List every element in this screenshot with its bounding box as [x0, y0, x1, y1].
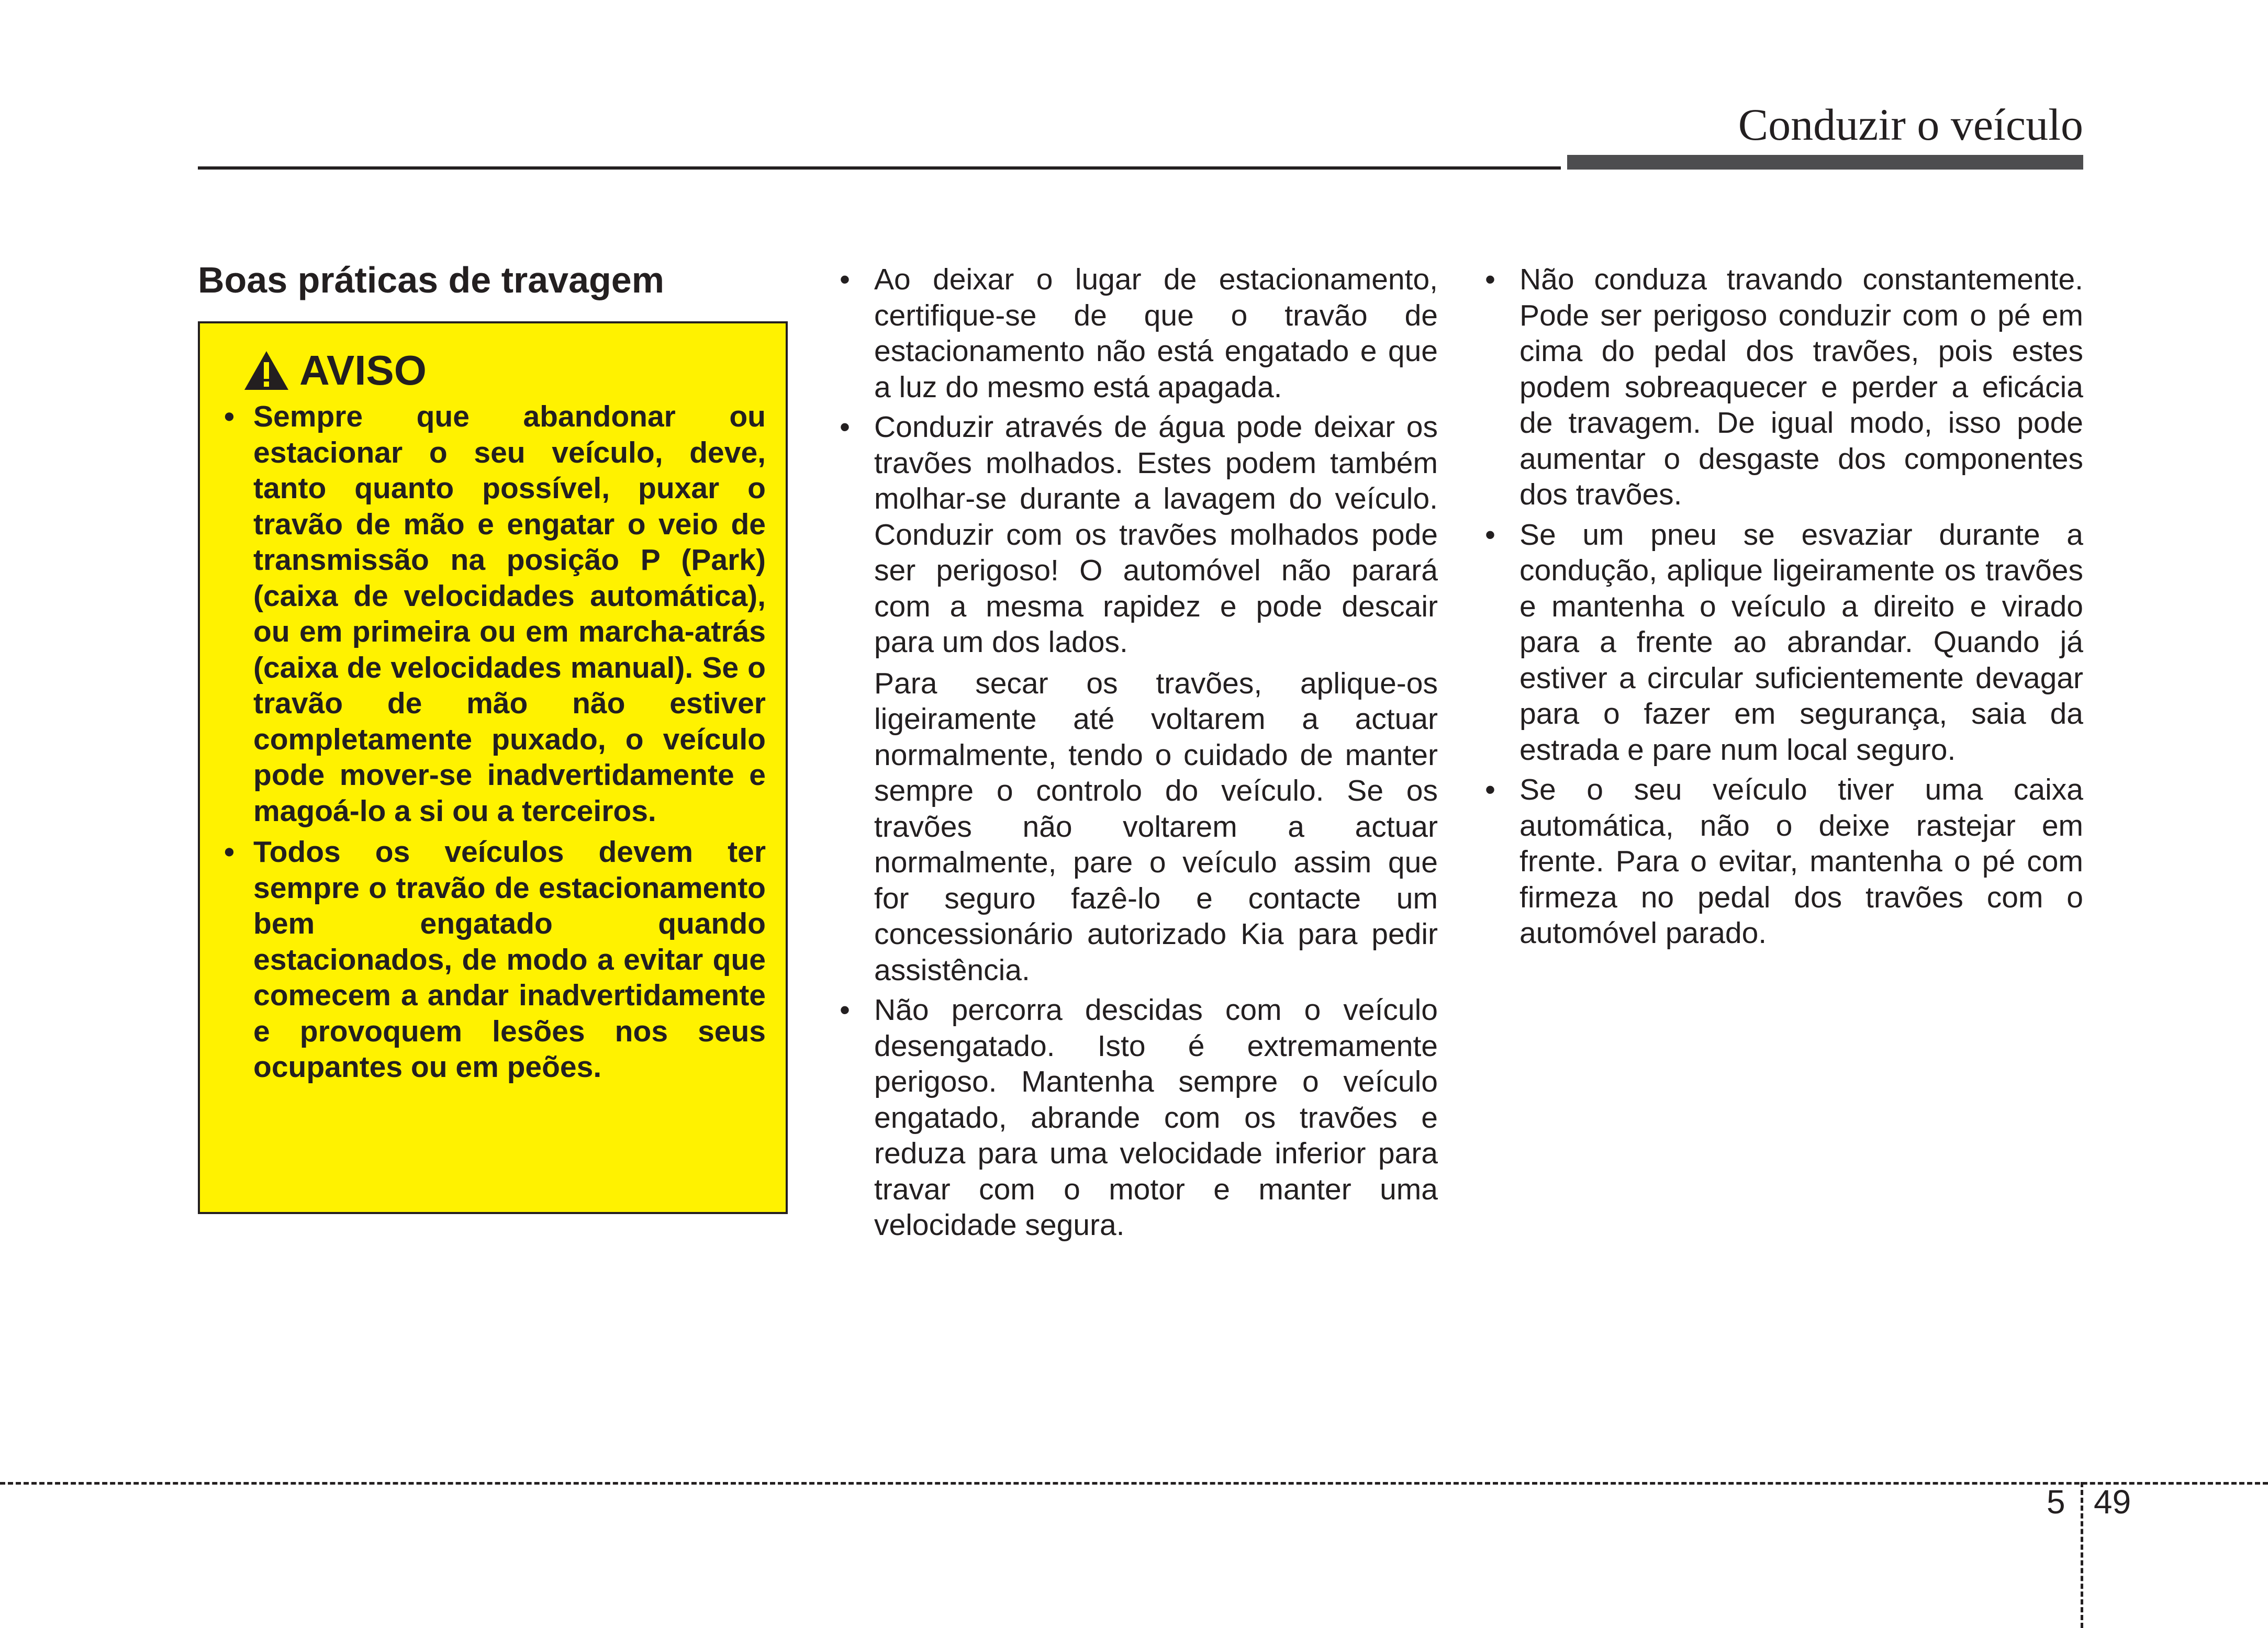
list-item-text: Se um pneu se esvaziar durante a condução, aplique ligeiramente os travões e mantenha o veículo a direito e virado para a frente ao abrandar. Quando já estiver a circular suficientemente devagar para o fazer em segurança, saia da estrada e pare num local seguro. [1520, 518, 2083, 767]
chapter-number: 5 [2047, 1483, 2065, 1521]
page-number: 49 [2094, 1483, 2131, 1521]
warning-item [221, 834, 766, 1085]
warning-title: AVISO [299, 347, 427, 394]
list-item [837, 409, 1438, 660]
bullet: • [840, 993, 850, 1027]
footer-dashed-divider [2081, 1482, 2083, 1628]
bullet: • [224, 400, 234, 433]
warning-item-text: Todos os veículos devem ter sempre o travão de estacionamento bem engatado quando estacionados, de modo a evitar que comecem a andar inadvertidamente e provoquem lesões nos seus ocupantes ou em peões. [253, 835, 766, 1084]
right-list [1483, 262, 2083, 951]
bullet: • [1485, 518, 1495, 552]
middle-list-continued [837, 992, 1438, 1243]
list-item-text: Não percorra descidas com o veículo desengatado. Isto é extremamente perigoso. Mantenha sempre o veículo engatado, abrande com os travões e reduza para uma velocidade inferior para travar com o motor e manter uma velocidade segura. [874, 993, 1438, 1242]
list-item [837, 992, 1438, 1243]
right-column [1483, 262, 2083, 956]
warning-title-row [243, 344, 766, 397]
bullet: • [224, 835, 234, 869]
list-item-text: Ao deixar o lugar de estacionamento, certifique-se de que o travão de estacionamento não está engatado e que a luz do mesmo está apagada. [874, 263, 1438, 404]
list-item [1483, 772, 2083, 951]
warning-item [221, 399, 766, 829]
middle-list [837, 262, 1438, 660]
list-item-text: Não conduza travando constantemente. Pode ser perigoso conduzir com o pé em cima do pedal dos travões, pois estes podem sobreaquecer e perder a eficácia de travagem. De igual modo, isso pode aumentar o desgaste dos componentes dos travões. [1520, 263, 2083, 511]
section-heading: Boas práticas de travagem [198, 260, 664, 300]
header-rule [198, 166, 1561, 170]
warning-triangle-icon [243, 350, 290, 391]
bullet: • [1485, 263, 1495, 296]
page-header-title: Conduzir o veículo [1738, 99, 2083, 150]
list-item [1483, 517, 2083, 768]
bullet: • [1485, 773, 1495, 806]
warning-box [198, 321, 788, 1214]
warning-list [221, 399, 766, 1085]
list-item-text: Conduzir através de água pode deixar os travões molhados. Estes podem também molhar-se durante a lavagem do veículo. Conduzir com os travões molhados pode ser perigoso! O automóvel não parará com a mesma rapidez e pode descair para um dos lados. [874, 410, 1438, 659]
footer-dashed-rule [0, 1482, 2268, 1485]
list-item-continuation: Para secar os travões, aplique-os ligeiramente até voltarem a actuar normalmente, tendo o cuidado de manter sempre o controlo do veículo. Se os travões não voltarem a actuar normalmente, pare o veículo assim que for seguro fazê-lo e contacte um concessionário autorizado Kia para pedir assistência. [874, 666, 1438, 987]
middle-column [837, 262, 1438, 1248]
list-item-text: Se o seu veículo tiver uma caixa automática, não o deixe rastejar em frente. Para o evitar, mantenha o pé com firmeza no pedal dos travões com o automóvel parado. [1520, 773, 2083, 950]
list-item [837, 262, 1438, 405]
warning-item-text: Sempre que abandonar ou estacionar o seu veículo, deve, tanto quanto possível, puxar o travão de mão e engatar o veio de transmissão na posição P (Park) (caixa de velocidades automática), ou em primeira ou em marcha-atrás (caixa de velocidades manual). Se o travão de mão não estiver completamente puxado, o veículo pode mover-se inadvertidamente e magoá-lo a si ou a terceiros. [253, 400, 766, 828]
bullet: • [840, 410, 850, 444]
list-item [1483, 262, 2083, 513]
header-tab-bar [1567, 155, 2083, 170]
bullet: • [840, 263, 850, 296]
